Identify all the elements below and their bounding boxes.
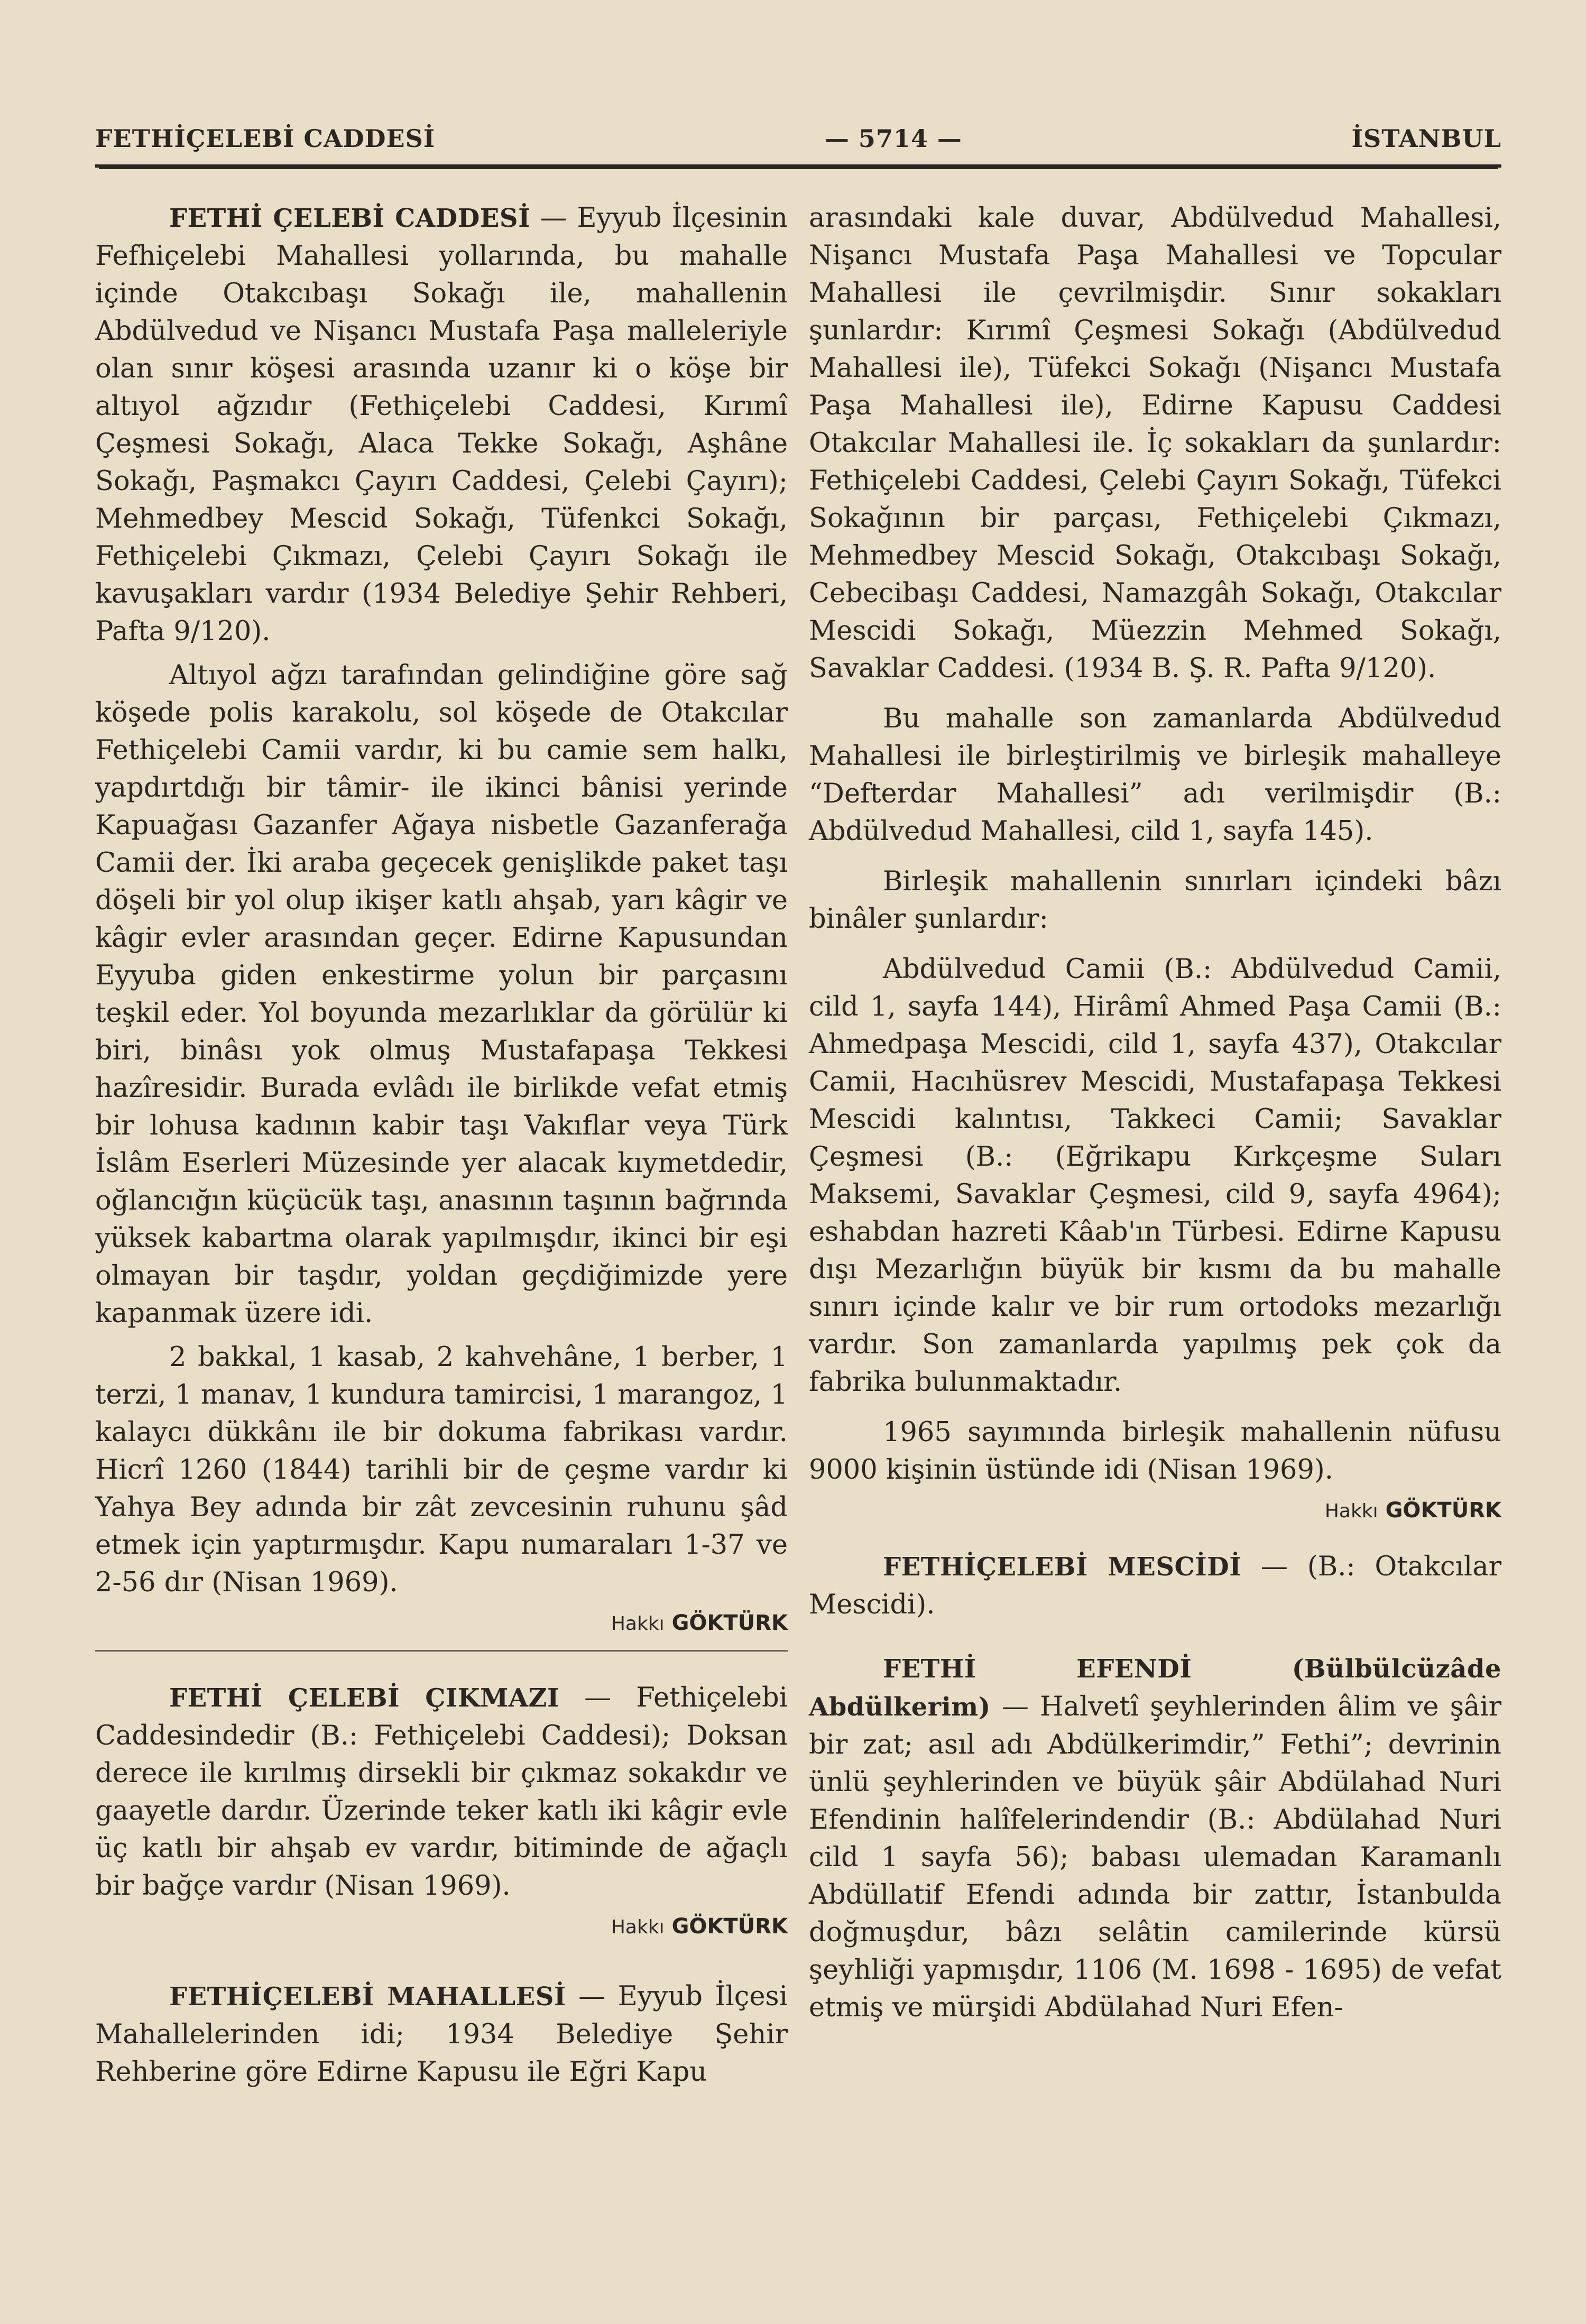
entry-fethi-celebi-caddesi: [95, 199, 788, 650]
right-column: [809, 199, 1501, 2091]
signature-first: Hakkı: [611, 1916, 665, 1938]
spacer: [809, 1401, 1501, 1414]
spacer: [809, 1624, 1501, 1650]
entry-text: — (B.: Otakcılar Mescidi).: [809, 1551, 1501, 1620]
spacer: [809, 1535, 1501, 1548]
paragraph: Altıyol ağzı tarafından gelindiğine göre sağ köşede polis karakolu, sol köşede de Otakcılar Fethiçelebi Camii vardır, ki bu camie sem halkı, yapdırtdığı bir tâmir- ile ikinci bânisi yerinde Kapuağası Gazanfer Ağaya nisbetle Gazanferağa Camii der. İki araba geçecek genişlikde paket taşı döşeli bir yol olup ikişer katlı ahşab, yarı kâgir ve kâgir evler arasından geçer. Edirne Kapusundan Eyyuba giden enkestirme yolun bir parçasını teşkil eder. Yol boyunda mezarlıklar da görülür ki biri, binâsı yok olmuş Mustafapaşa Tekkesi hazîresidir. Burada evlâdı ile birlikde vefat etmiş bir lohusa kadının kabir taşı Vakıflar veya Türk İslâm Eserleri Müzesinde yer alacak kıymetdedir, oğlancığın küçücük taşı, anasının taşının bağrında yüksek kabartma olarak yapılmışdır, ikinci bir eşi olmayan bir taşdır, yoldan geçdiğimizde yere kapanmak üzere idi.: [95, 660, 788, 1329]
left-column: [95, 199, 788, 2091]
entry-headword: FETHİÇELEBİ MESCİDİ: [883, 1552, 1242, 1582]
signature-last: GÖKTÜRK: [671, 1611, 788, 1635]
paragraph: Birleşik mahallenin sınırları içindeki bâzı binâler şunlardır:: [809, 866, 1501, 935]
entry-headword: FETHİ ÇELEBİ CADDESİ: [169, 204, 531, 233]
paragraph: Bu mahalle son zamanlarda Abdülvedud Mahallesi ile birleştirilmiş ve birleşik mahalleye “Defterdar Mahallesi” adı verilmişdir (B.: Abdülvedud Mahallesi, cild 1, sayfa 145).: [809, 703, 1501, 847]
paragraph: 2 bakkal, 1 kasab, 2 kahvehâne, 1 berber, 1 terzi, 1 manav, 1 kundura tamircisi, 1 marangoz, 1 kalaycı dükkânı ile bir dokuma fabrikası vardır. Hicrî 1260 (1844) tarihli bir de çeşme vardır ki Yahya Bey adında bir zât zevcesinin ruhunu şâd etmek için yaptırmışdır. Kapu numaraları 1-37 ve 2-56 dır (Nisan 1969).: [95, 1342, 788, 1598]
page-number: — 5714 —: [824, 124, 962, 153]
entry-fethi-celebi-cikmazi: [95, 1679, 788, 1905]
paragraph-continued: arasındaki kale duvar, Abdülvedud Mahallesi, Nişancı Mustafa Paşa Mahallesi ve Topcular Mahallesi ile çevrilmişdir. Sınır sokakları şunlardır: Kırımî Çeşmesi Sokağı (Abdülvedud Mahallesi ile), Tüfekci Sokağı (Nişancı Mustafa Paşa Mahallesi ile), Edirne Kapusu Caddesi Otakcılar Mahallesi ile. İç sokakları da şunlardır: Fethiçelebi Caddesi, Çelebi Çayırı Sokağı, Tüfekci Sokağının bir parçası, Fethiçelebi Çıkmazı, Mehmedbey Mescid Sokağı, Otakcıbaşı Sokağı, Cebecibaşı Caddesi, Namazgâh Sokağı, Otakcılar Mescidi Sokağı, Müezzin Mehmed Sokağı, Savaklar Caddesi. (1934 B. Ş. R. Pafta 9/120).: [809, 202, 1501, 684]
spacer: [809, 850, 1501, 863]
entry-text: — Eyyub İlçesinin Fefhiçelebi Mahallesi yollarında, bu mahalle içinde Otakcıbaşı Sokağı ile, mahallenin Abdülvedud ve Nişancı Mustafa Paşa malleleriyle olan sınır köşesi arasında uzanır ki o köşe bir altıyol ağzıdır (Fethiçelebi Caddesi, Kırımî Çeşmesi Sokağı, Alaca Tekke Sokağı, Aşhâne Sokağı, Paşmakcı Çayırı Caddesi, Çelebi Çayırı); Mehmedbey Mescid Sokağı, Tüfenkci Sokağı, Fethiçelebi Çıkmazı, Çelebi Çayırı Sokağı ile kavuşakları vardır (1934 Belediye Şehir Rehberi, Pafta 9/120).: [95, 202, 788, 647]
entry-text: — Halvetî şeyhlerinden âlim ve şâir bir zat; asıl adı Abdülkerimdir,” Fethi”; devrinin ünlü şeyhlerinden ve büyük şâir Abdülahad Nuri Efendinin halîfelerindendir (B.: Abdülahad Nuri cild 1 sayfa 56); babası ulemadan Karamanlı Abdüllatif Efendi adında bir zattır, İstanbulda doğmuşdur, bâzı selâtin camilerinde kürsü şeyhliği yapmışdır, 1106 (M. 1698 - 1695) de vefat etmiş ve mürşidi Abdülahad Nuri Efen-: [809, 1691, 1501, 2023]
running-head-right: İSTANBUL: [1351, 124, 1501, 153]
entry-headword: FETHİ EFENDİ (Bülbülcüzâde Abdülkerim): [809, 1654, 1501, 1722]
entry-fethi-efendi: [809, 1650, 1501, 2026]
spacer: [809, 687, 1501, 700]
paragraph: 1965 sayımında birleşik mahallenin nüfusu 9000 kişinin üstünde idi (Nisan 1969).: [809, 1417, 1501, 1486]
running-head: [95, 124, 1501, 168]
author-signature: [95, 1604, 788, 1643]
entry-divider: [95, 1650, 788, 1652]
spacer: [809, 938, 1501, 951]
entry-headword: FETHİ ÇELEBİ ÇIKMAZI: [169, 1683, 559, 1713]
signature-first: Hakkı: [611, 1613, 665, 1635]
columns: [95, 199, 1501, 2091]
entry-fethicelebi-mescidi: [809, 1548, 1501, 1624]
signature-first: Hakkı: [1324, 1500, 1378, 1522]
running-head-left: FETHİÇELEBİ CADDESİ: [95, 124, 436, 153]
author-signature: [809, 1492, 1501, 1530]
entry-text: — Fethiçelebi Caddesindedir (B.: Fethiçelebi Caddesi); Doksan derece ile kırılmış dirsekli bir çıkmaz sokakdır ve gaayetle dardır. Üzerinde teker katlı iki kâgir evle üç katlı bir ahşab ev vardır, bitiminde de ağaçlı bir bağçe vardır (Nisan 1969).: [95, 1682, 788, 1902]
signature-last: GÖKTÜRK: [671, 1914, 788, 1939]
entry-fethicelebi-mahallesi: [95, 1978, 788, 2091]
entry-text: — Eyyub İlçesi Mahallelerinden idi; 1934 Belediye Şehir Rehberine göre Edirne Kapusu ile Eğri Kapu: [95, 1981, 788, 2088]
author-signature: [95, 1908, 788, 1946]
entry-headword: FETHİÇELEBİ MAHALLESİ: [169, 1982, 566, 2012]
signature-last: GÖKTÜRK: [1385, 1498, 1501, 1523]
spacer: [95, 1951, 788, 1978]
paragraph: Abdülvedud Camii (B.: Abdülvedud Camii, cild 1, sayfa 144), Hirâmî Ahmed Paşa Camii (B.: Ahmedpaşa Mescidi, cild 1, sayfa 437), Otakcılar Camii, Hacıhüsrev Mescidi, Mustafapaşa Tekkesi Mescidi kalıntısı, Takkeci Camii; Savaklar Çeşmesi (B.: (Eğrikapu Kırkçeşme Suları Maksemi, Savaklar Çeşmesi, cild 9, sayfa 4964); eshabdan hazreti Kâab'ın Türbesi. Edirne Kapusu dışı Mezarlığın büyük bir kısmı da bu mahalle sınırı içinde kalır ve bir rum ortodoks mezarlığı vardır. Son zamanlarda yapılmış pek çok da fabrika bulunmaktadır.: [809, 954, 1501, 1398]
